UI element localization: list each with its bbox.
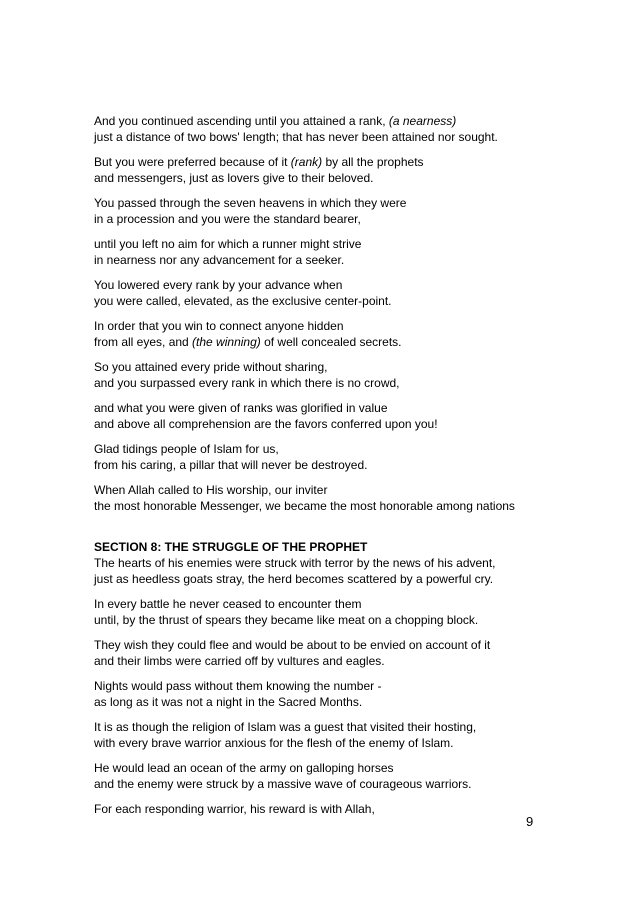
line-text: and messengers, just as lovers give to their beloved. xyxy=(94,171,374,185)
poem-line xyxy=(94,694,594,710)
poem-line xyxy=(94,277,594,293)
poem-stanza xyxy=(94,596,594,628)
poem-line xyxy=(94,211,594,227)
poem-stanza xyxy=(94,482,594,514)
italic-annotation: (rank) xyxy=(290,155,323,169)
line-text: Glad tidings people of Islam for us, xyxy=(94,442,279,456)
poem-stanza xyxy=(94,801,594,817)
poem-stanzas-before-section xyxy=(94,113,594,514)
poem-stanza xyxy=(94,441,594,473)
line-text: You lowered every rank by your advance when xyxy=(94,278,343,292)
line-text: as long as it was not a night in the Sacred Months. xyxy=(94,695,363,709)
poem-line xyxy=(94,735,594,751)
line-text: with every brave warrior anxious for the flesh of the enemy of Islam. xyxy=(94,736,454,750)
poem-stanza xyxy=(94,236,594,268)
poem-line xyxy=(94,113,594,129)
section-line: just as heedless goats stray, the herd becomes scattered by a powerful cry. xyxy=(94,572,494,586)
section-heading: SECTION 8: THE STRUGGLE OF THE PROPHET xyxy=(94,540,368,554)
line-text: It is as though the religion of Islam was a guest that visited their hosting, xyxy=(94,720,477,734)
section-8-block xyxy=(94,539,594,587)
poem-line xyxy=(94,170,594,186)
line-text: until, by the thrust of spears they became like meat on a chopping block. xyxy=(94,613,479,627)
poem-line xyxy=(94,236,594,252)
line-text: In every battle he never ceased to encounter them xyxy=(94,597,362,611)
poem-stanza xyxy=(94,318,594,350)
line-text: In order that you win to connect anyone hidden xyxy=(94,319,344,333)
page-number: 9 xyxy=(526,814,534,829)
line-text: from his caring, a pillar that will never be destroyed. xyxy=(94,458,368,472)
line-text: They wish they could flee and would be about to be envied on account of it xyxy=(94,638,491,652)
line-text: the most honorable Messenger, we became the most honorable among nations xyxy=(94,499,515,513)
poem-line xyxy=(94,195,594,211)
poem-line xyxy=(94,482,594,498)
line-text: Nights would pass without them knowing the number - xyxy=(94,679,382,693)
poem-stanza xyxy=(94,113,594,145)
line-text: and above all comprehension are the favors conferred upon you! xyxy=(94,417,438,431)
line-text: He would lead an ocean of the army on galloping horses xyxy=(94,761,394,775)
line-text: you were called, elevated, as the exclusive center-point. xyxy=(94,294,392,308)
poem-stanza xyxy=(94,195,594,227)
poem-stanza xyxy=(94,154,594,186)
poem-line xyxy=(94,719,594,735)
line-text: from all eyes, and xyxy=(94,335,193,349)
poem-stanza xyxy=(94,277,594,309)
line-text: of well concealed secrets. xyxy=(260,335,402,349)
section-line: The hearts of his enemies were struck with terror by the news of his advent, xyxy=(94,556,496,570)
poem-stanza xyxy=(94,400,594,432)
poem-stanza xyxy=(94,719,594,751)
italic-annotation: (a nearness) xyxy=(388,114,457,128)
poem-line xyxy=(94,498,594,514)
poem-line xyxy=(94,457,594,473)
poem-stanzas-after-section xyxy=(94,596,594,817)
poem-text-body xyxy=(94,113,594,826)
poem-line xyxy=(94,801,594,817)
poem-line xyxy=(94,612,594,628)
poem-line xyxy=(94,129,594,145)
line-text: and what you were given of ranks was glorified in value xyxy=(94,401,388,415)
poem-line xyxy=(94,653,594,669)
poem-line xyxy=(94,318,594,334)
line-text: until you left no aim for which a runner might strive xyxy=(94,237,362,251)
line-text: So you attained every pride without sharing, xyxy=(94,360,328,374)
italic-annotation: (the winning) xyxy=(192,335,261,349)
line-text: But you were preferred because of it xyxy=(94,155,291,169)
poem-line xyxy=(94,637,594,653)
poem-line xyxy=(94,154,594,170)
poem-line xyxy=(94,760,594,776)
poem-stanza xyxy=(94,678,594,710)
section-spacer xyxy=(94,523,594,539)
line-text: in nearness nor any advancement for a seeker. xyxy=(94,253,345,267)
poem-stanza xyxy=(94,760,594,792)
poem-line xyxy=(94,375,594,391)
line-text: You passed through the seven heavens in which they were xyxy=(94,196,407,210)
line-text: just a distance of two bows' length; that has never been attained nor sought. xyxy=(94,130,498,144)
poem-stanza xyxy=(94,359,594,391)
line-text: by all the prophets xyxy=(322,155,424,169)
poem-stanza xyxy=(94,637,594,669)
poem-line xyxy=(94,416,594,432)
poem-line xyxy=(94,252,594,268)
line-text: When Allah called to His worship, our inviter xyxy=(94,483,328,497)
poem-line xyxy=(94,293,594,309)
line-text: in a procession and you were the standard bearer, xyxy=(94,212,361,226)
poem-line xyxy=(94,596,594,612)
line-text: and the enemy were struck by a massive wave of courageous warriors. xyxy=(94,777,472,791)
line-text: and you surpassed every rank in which there is no crowd, xyxy=(94,376,400,390)
line-text: For each responding warrior, his reward is with Allah, xyxy=(94,802,375,816)
poem-line xyxy=(94,441,594,457)
poem-line xyxy=(94,776,594,792)
line-text: and their limbs were carried off by vultures and eagles. xyxy=(94,654,385,668)
poem-line xyxy=(94,359,594,375)
poem-line xyxy=(94,334,594,350)
poem-line xyxy=(94,400,594,416)
poem-line xyxy=(94,678,594,694)
line-text: And you continued ascending until you attained a rank, xyxy=(94,114,389,128)
